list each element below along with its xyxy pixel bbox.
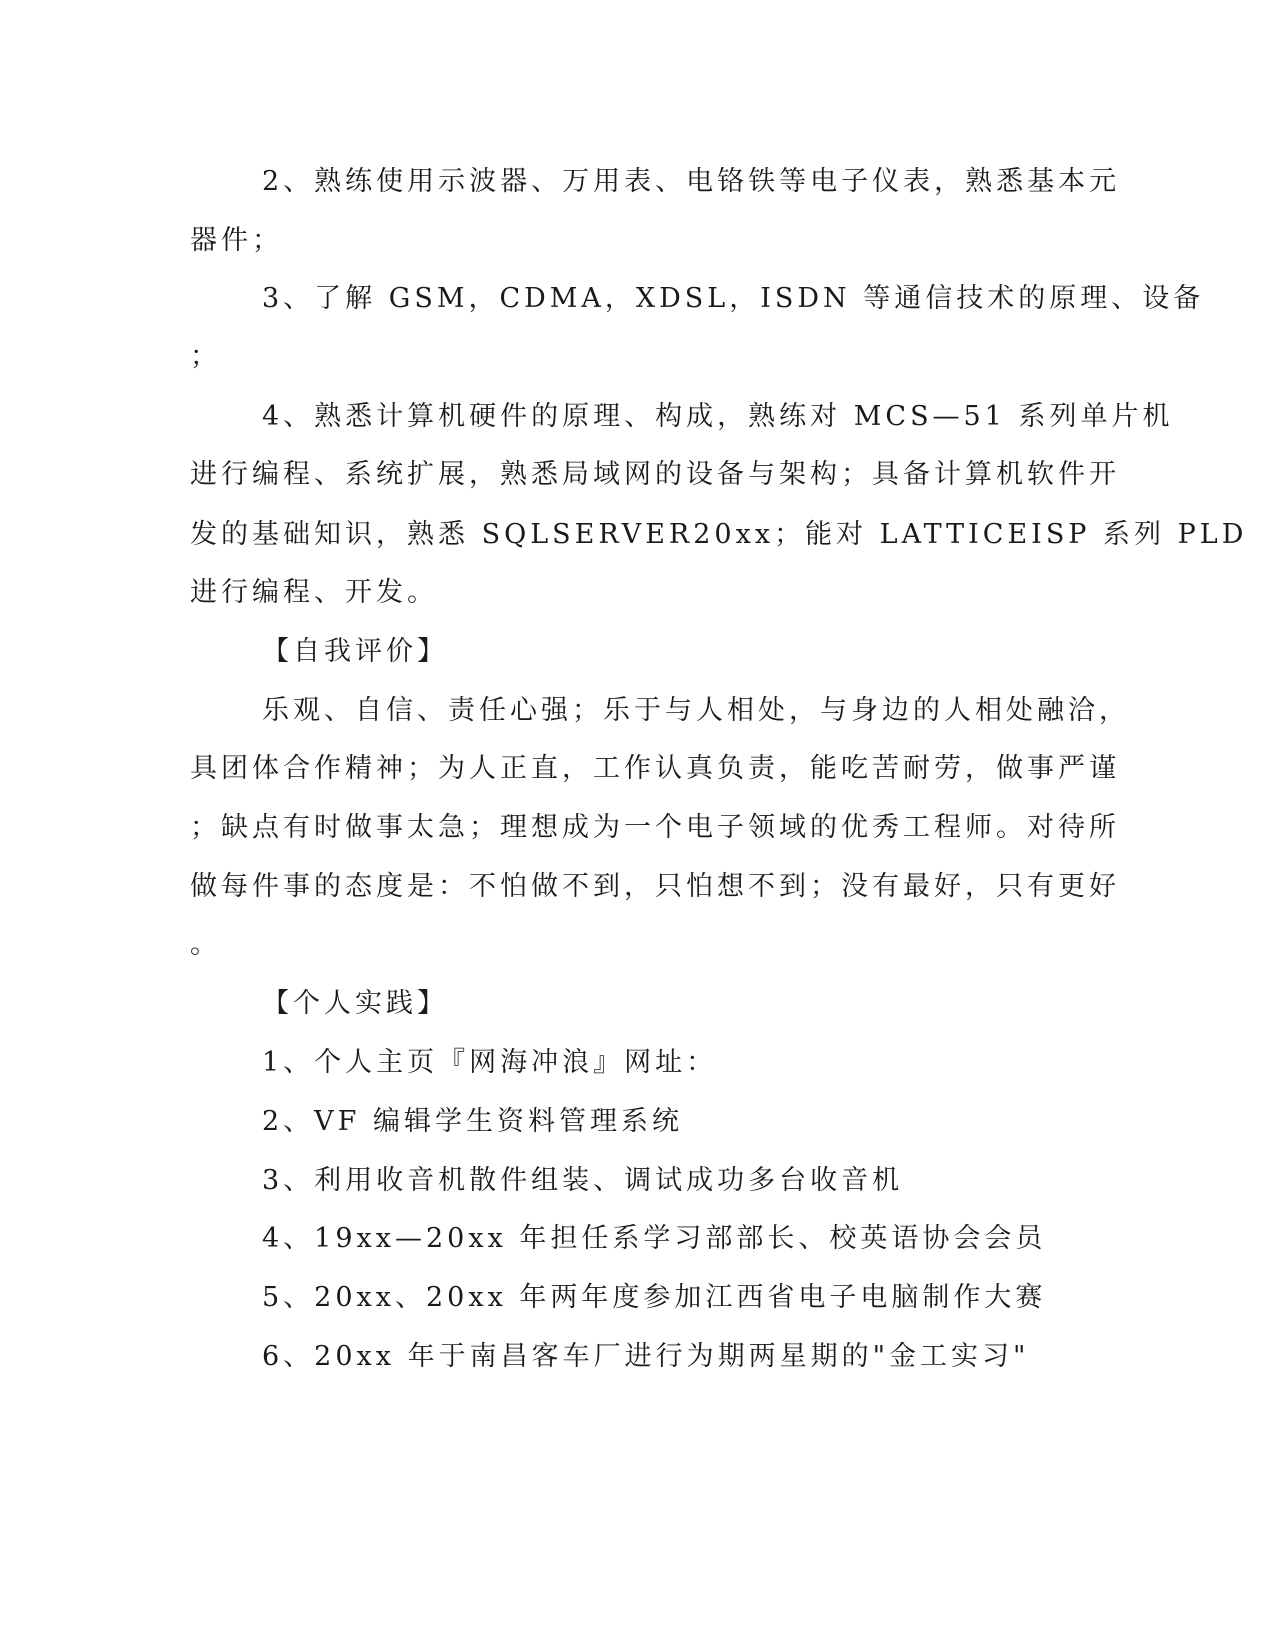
self-evaluation-heading: 【自我评价】 <box>262 636 448 667</box>
skill-item-2-line-1: 2、熟练使用示波器、万用表、电铬铁等电子仪表，熟悉基本元 <box>262 166 1121 197</box>
skill-item-4-line-1: 4、熟悉计算机硬件的原理、构成，熟练对 MCS—51 系列单片机 <box>262 401 1174 432</box>
skill-item-4-line-2: 进行编程、系统扩展，熟悉局域网的设备与架构；具备计算机软件开 <box>190 459 1120 490</box>
practice-item-1: 1、个人主页『网海冲浪』网址： <box>262 1047 718 1078</box>
self-evaluation-line-2: 具团体合作精神；为人正直，工作认真负责，能吃苦耐劳，做事严谨 <box>190 753 1120 784</box>
skill-item-3-line-2: ； <box>190 341 221 372</box>
self-evaluation-line-1: 乐观、自信、责任心强；乐于与人相处，与身边的人相处融洽， <box>262 695 1130 726</box>
practice-item-6: 6、20xx 年于南昌客车厂进行为期两星期的"金工实习" <box>262 1341 1030 1372</box>
practice-item-4: 4、19xx—20xx 年担任系学习部部长、校英语协会会员 <box>262 1223 1047 1254</box>
self-evaluation-line-4: 做每件事的态度是：不怕做不到，只怕想不到；没有最好，只有更好 <box>190 871 1120 902</box>
practice-heading: 【个人实践】 <box>262 988 448 1019</box>
practice-item-5: 5、20xx、20xx 年两年度参加江西省电子电脑制作大赛 <box>262 1282 1047 1313</box>
practice-item-2: 2、VF 编辑学生资料管理系统 <box>262 1106 683 1137</box>
self-evaluation-line-3: ；缺点有时做事太急；理想成为一个电子领域的优秀工程师。对待所 <box>190 812 1120 843</box>
skill-item-4-line-3: 发的基础知识，熟悉 SQLSERVER20xx；能对 LATTICEISP 系列 PLD <box>190 519 1248 550</box>
self-evaluation-line-5: 。 <box>190 929 221 960</box>
practice-item-3: 3、利用收音机散件组装、调试成功多台收音机 <box>262 1165 904 1196</box>
skill-item-2-line-2: 器件； <box>190 225 283 256</box>
skill-item-3-line-1: 3、了解 GSM，CDMA，XDSL，ISDN 等通信技术的原理、设备 <box>262 283 1205 314</box>
skill-item-4-line-4: 进行编程、开发。 <box>190 577 438 608</box>
